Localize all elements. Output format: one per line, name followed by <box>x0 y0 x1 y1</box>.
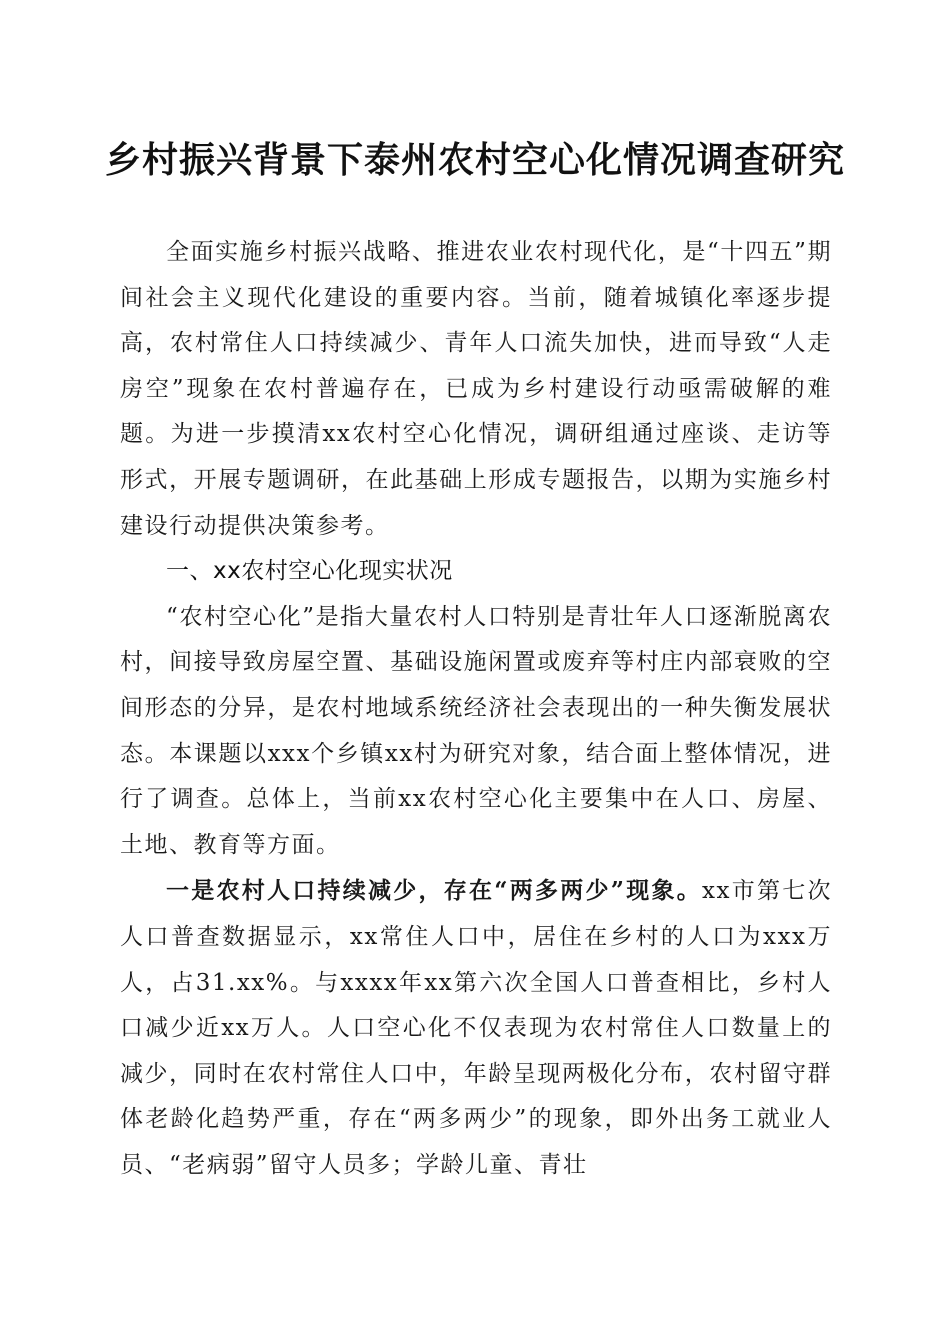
section-heading: 一、xx农村空心化现实状况 <box>166 558 453 585</box>
paragraph-lead-sentence: 一是农村人口持续减少，存在“两多两少”现象。 <box>166 877 703 905</box>
section-paragraph-population <box>120 868 832 1188</box>
document-title: 乡村振兴背景下泰州农村空心化情况调查研究 <box>104 139 845 181</box>
document-body <box>120 230 832 1188</box>
intro-paragraph: 全面实施乡村振兴战略、推进农业农村现代化，是“十四五”期间社会主义现代化建设的重要内容。当前，随着城镇化率逐步提高，农村常住人口持续减少、青年人口流失加快，进而导致“人走房空”现象在农村普遍存在，已成为乡村建设行动亟需破解的难题。为进一步摸清xx农村空心化情况，调研组通过座谈、走访等形式，开展专题调研，在此基础上形成专题报告，以期为实施乡村建设行动提供决策参考。 <box>120 239 832 539</box>
section-paragraph-definition: “农村空心化”是指大量农村人口特别是青壮年人口逐渐脱离农村，间接导致房屋空置、基础设施闲置或废弃等村庄内部衰败的空间形态的分异，是农村地域系统经济社会表现出的一种失衡发展状态。本课题以xxx个乡镇xx村为研究对象，结合面上整体情况，进行了调查。总体上，当前xx农村空心化主要集中在人口、房屋、土地、教育等方面。 <box>120 603 832 858</box>
paragraph-body-text: xx市第七次人口普查数据显示，xx常住人口中，居住在乡村的人口为xxx万人，占31.xx%。与xxxx年xx第六次全国人口普查相比，乡村人口减少近xx万人。人口空心化不仅表现为农村常住人口数量上的减少，同时在农村常住人口中，年龄呈现两极化分布，农村留守群体老龄化趋势严重，存在“两多两少”的现象，即外出务工就业人员、“老病弱”留守人员多；学龄儿童、青壮 <box>120 878 832 1178</box>
